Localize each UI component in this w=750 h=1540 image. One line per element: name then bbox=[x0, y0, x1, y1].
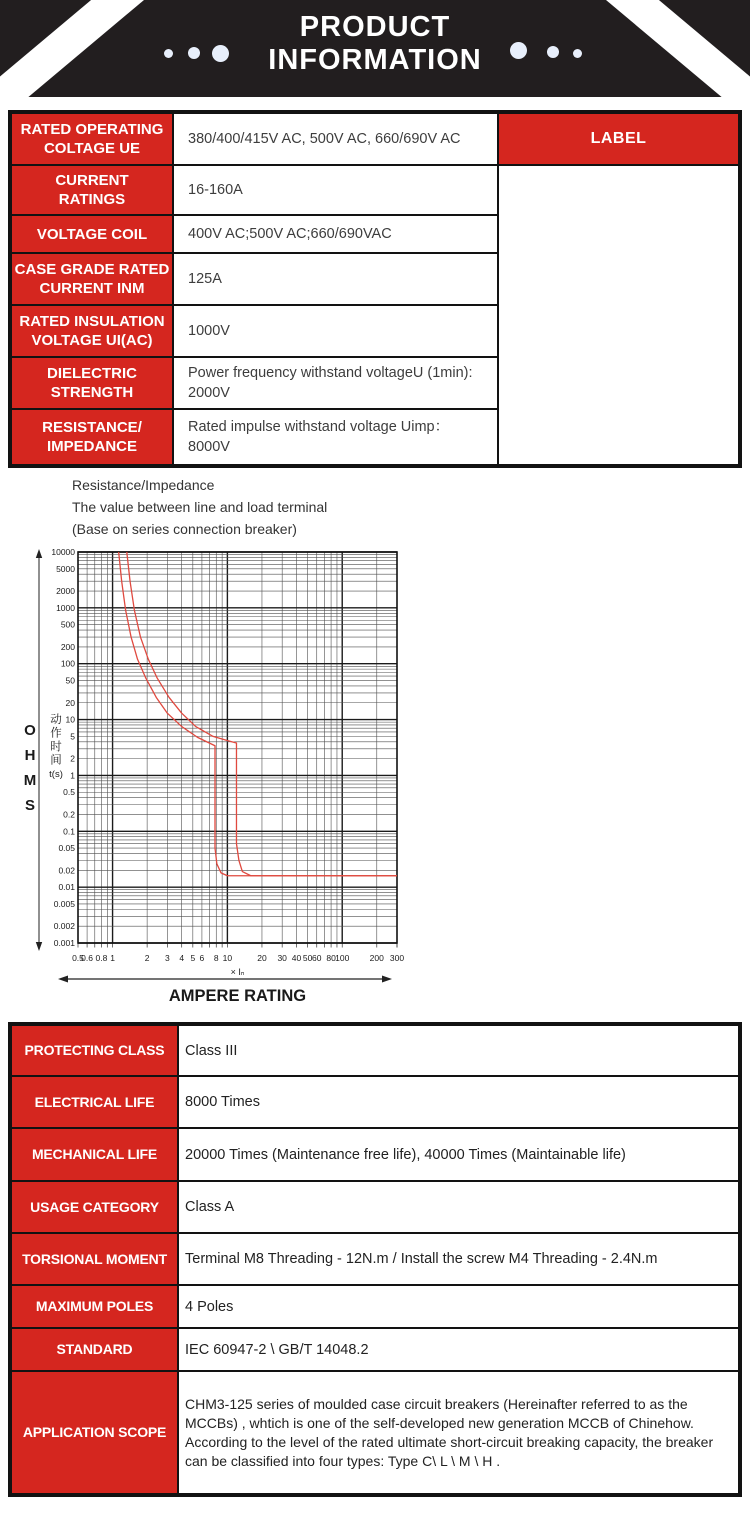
chart-note-line: The value between line and load terminal bbox=[72, 499, 328, 515]
banner-title bbox=[0, 11, 750, 77]
spec-label: VOLTAGE COIL bbox=[12, 216, 172, 252]
svg-text:间: 间 bbox=[50, 754, 62, 767]
label-column-empty-cell bbox=[499, 166, 738, 464]
spec-label: ELECTRICAL LIFE bbox=[12, 1077, 177, 1127]
svg-text:1: 1 bbox=[70, 770, 75, 781]
spec-value: 16-160A bbox=[174, 166, 497, 214]
svg-text:0.002: 0.002 bbox=[53, 921, 75, 932]
spec-value: 125A bbox=[174, 254, 497, 304]
spec-label: RATED OPERATING COLTAGE UE bbox=[12, 114, 172, 164]
chart-note-line: Resistance/Impedance bbox=[72, 477, 215, 493]
spec-label: DIELECTRIC STRENGTH bbox=[12, 358, 172, 408]
spec-label: STANDARD bbox=[12, 1329, 177, 1370]
svg-text:1: 1 bbox=[110, 953, 115, 963]
svg-text:2: 2 bbox=[70, 753, 75, 764]
spec-label: CURRENT RATINGS bbox=[12, 166, 172, 214]
svg-text:S: S bbox=[24, 797, 36, 814]
svg-text:10: 10 bbox=[65, 714, 75, 725]
svg-text:5: 5 bbox=[70, 731, 75, 742]
svg-text:0.1: 0.1 bbox=[63, 826, 75, 837]
spec-value: IEC 60947-2 \ GB/T 14048.2 bbox=[179, 1329, 738, 1370]
svg-text:50: 50 bbox=[302, 953, 313, 963]
spec-value: 4 Poles bbox=[179, 1286, 738, 1327]
svg-text:H: H bbox=[24, 747, 36, 764]
svg-text:200: 200 bbox=[60, 641, 75, 652]
svg-text:200: 200 bbox=[369, 953, 384, 963]
svg-text:10000: 10000 bbox=[51, 547, 75, 557]
svg-text:3: 3 bbox=[164, 953, 170, 963]
spec-value: Power frequency withstand voltageU (1min): 2000V bbox=[174, 358, 497, 408]
spec-value: Rated impulse withstand voltage Uimp： 8000V bbox=[174, 410, 497, 464]
svg-text:时: 时 bbox=[50, 741, 62, 753]
svg-text:300: 300 bbox=[389, 953, 405, 963]
svg-text:0.05: 0.05 bbox=[58, 843, 75, 854]
svg-text:作: 作 bbox=[50, 727, 62, 740]
spec-value: 1000V bbox=[174, 306, 497, 356]
svg-text:100: 100 bbox=[60, 658, 75, 669]
spec-value: 20000 Times (Maintenance free life), 40000 Times (Maintainable life) bbox=[179, 1129, 738, 1180]
svg-text:5000: 5000 bbox=[56, 563, 75, 574]
spec-label: RATED INSULATION VOLTAGE UI(AC) bbox=[12, 306, 172, 356]
spec-label: PROTECTING CLASS bbox=[12, 1026, 177, 1075]
spec-value: 400V AC;500V AC;660/690VAC bbox=[174, 216, 497, 252]
spec-value: 8000 Times bbox=[179, 1077, 738, 1127]
svg-text:动: 动 bbox=[50, 714, 62, 726]
spec-label: USAGE CATEGORY bbox=[12, 1182, 177, 1232]
spec-label: CASE GRADE RATED CURRENT INM bbox=[12, 254, 172, 304]
chart-notes bbox=[72, 474, 750, 540]
svg-text:40: 40 bbox=[291, 953, 302, 963]
spec-label: RESISTANCE/ IMPEDANCE bbox=[12, 410, 172, 464]
spec-value: CHM3-125 series of moulded case circuit breakers (Hereinafter referred to as the MCCBs) , whtich is one of the self-developed new generation MCCB of Chinehow. According to the level of the rated ultimate short-circuit breaking capacity, the breaker can be classified into four types: Type C\ L \ M \ H . bbox=[179, 1372, 738, 1493]
svg-text:0.005: 0.005 bbox=[53, 898, 75, 909]
spec-value: Class III bbox=[179, 1026, 738, 1075]
spec-value: 380/400/415V AC, 500V AC, 660/690V AC bbox=[174, 114, 497, 164]
svg-text:M: M bbox=[23, 772, 37, 789]
banner-title-line2: INFORMATION bbox=[268, 44, 482, 76]
spec-value: Class A bbox=[179, 1182, 738, 1232]
spec-label: MAXIMUM POLES bbox=[12, 1286, 177, 1327]
svg-text:20: 20 bbox=[65, 697, 75, 708]
trip-curve-chart bbox=[0, 540, 440, 1010]
svg-text:0.2: 0.2 bbox=[63, 809, 75, 820]
svg-text:8: 8 bbox=[213, 953, 219, 963]
svg-text:30: 30 bbox=[277, 953, 287, 963]
svg-text:5: 5 bbox=[190, 953, 196, 963]
svg-text:0.02: 0.02 bbox=[58, 865, 75, 876]
svg-text:0.5: 0.5 bbox=[63, 787, 75, 798]
svg-text:0.001: 0.001 bbox=[53, 938, 75, 948]
svg-text:80: 80 bbox=[326, 953, 336, 963]
svg-text:2: 2 bbox=[144, 953, 150, 963]
chart-note-line: (Base on series connection breaker) bbox=[72, 521, 297, 537]
product-info-banner bbox=[0, 0, 750, 97]
svg-text:20: 20 bbox=[257, 953, 267, 963]
electrical-spec-table bbox=[8, 110, 742, 468]
svg-text:10: 10 bbox=[222, 953, 233, 963]
svg-text:1000: 1000 bbox=[56, 602, 75, 613]
svg-text:t(s): t(s) bbox=[49, 769, 63, 780]
svg-text:60: 60 bbox=[312, 953, 322, 963]
svg-text:100: 100 bbox=[335, 953, 350, 963]
banner-title-line1: PRODUCT bbox=[299, 11, 451, 43]
svg-text:0.5: 0.5 bbox=[72, 953, 84, 963]
spec-label: TORSIONAL MOMENT bbox=[12, 1234, 177, 1284]
svg-text:4: 4 bbox=[179, 953, 185, 963]
svg-text:× Iₙ: × Iₙ bbox=[230, 967, 245, 977]
spec-label: MECHANICAL LIFE bbox=[12, 1129, 177, 1180]
general-spec-table bbox=[8, 1022, 742, 1497]
label-column-header: LABEL bbox=[499, 114, 738, 164]
spec-value: Terminal M8 Threading - 12N.m / Install the screw M4 Threading - 2.4N.m bbox=[179, 1234, 738, 1284]
svg-text:6: 6 bbox=[199, 953, 205, 963]
spec-label: APPLICATION SCOPE bbox=[12, 1372, 177, 1493]
svg-text:0.8: 0.8 bbox=[95, 953, 108, 963]
svg-text:O: O bbox=[24, 722, 36, 739]
svg-text:0.01: 0.01 bbox=[58, 882, 75, 893]
svg-text:50: 50 bbox=[65, 675, 75, 686]
svg-text:500: 500 bbox=[60, 619, 75, 630]
svg-text:AMPERE RATING: AMPERE RATING bbox=[168, 987, 307, 1005]
svg-text:0.6: 0.6 bbox=[81, 953, 94, 963]
svg-text:2000: 2000 bbox=[56, 586, 75, 597]
